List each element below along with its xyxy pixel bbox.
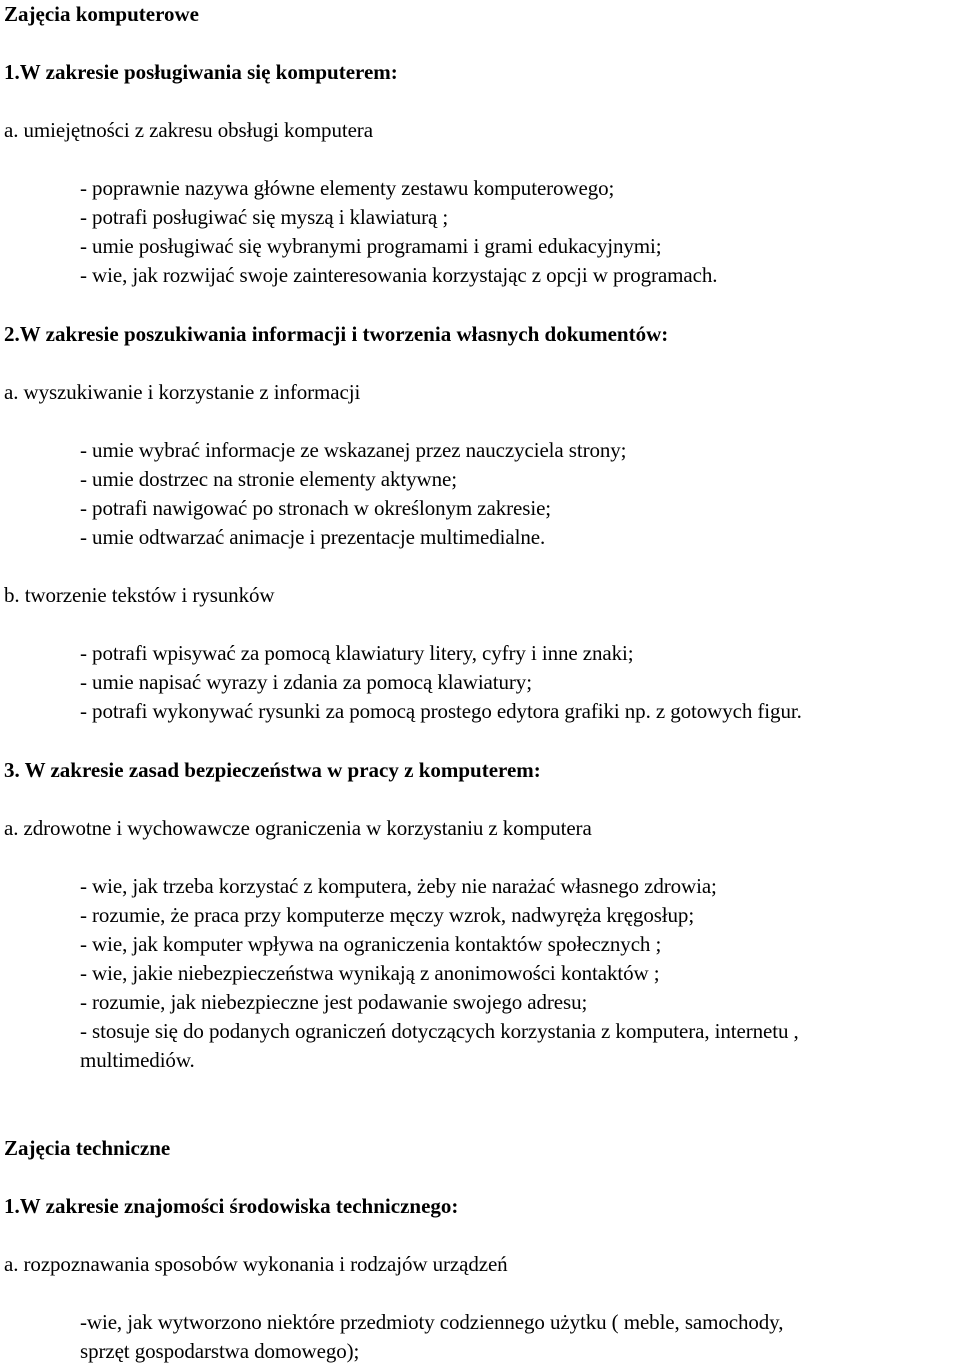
list-item: - potrafi posługiwać się myszą i klawiaturą ; bbox=[80, 205, 449, 229]
list-item: - umie dostrzec na stronie elementy aktywne; bbox=[80, 467, 457, 491]
list-item: - umie odtwarzać animacje i prezentacje multimedialne. bbox=[80, 525, 546, 549]
subheading-text-and-drawings: b. tworzenie tekstów i rysunków bbox=[4, 583, 275, 607]
heading-safety-rules: 3. W zakresie zasad bezpieczeństwa w pracy z komputerem: bbox=[4, 758, 541, 782]
heading-technical-environment: 1.W zakresie znajomości środowiska technicznego: bbox=[4, 1194, 459, 1218]
subheading-device-recognition: a. rozpoznawania sposobów wykonania i rodzajów urządzeń bbox=[4, 1252, 508, 1276]
list-item: - rozumie, jak niebezpieczne jest podawanie swojego adresu; bbox=[80, 990, 588, 1014]
list-item: - potrafi wykonywać rysunki za pomocą prostego edytora grafiki np. z gotowych figur. bbox=[80, 699, 802, 723]
section-title-computer-classes: Zajęcia komputerowe bbox=[4, 2, 199, 26]
list-item: - umie posługiwać się wybranymi programami i grami edukacyjnymi; bbox=[80, 234, 662, 258]
heading-information-search: 2.W zakresie poszukiwania informacji i tworzenia własnych dokumentów: bbox=[4, 322, 669, 346]
list-item: - stosuje się do podanych ograniczeń dotyczących korzystania z komputera, internetu , bbox=[80, 1019, 799, 1043]
subheading-information-search: a. wyszukiwanie i korzystanie z informacji bbox=[4, 380, 361, 404]
list-item: - potrafi nawigować po stronach w określonym zakresie; bbox=[80, 496, 552, 520]
subheading-health-restrictions: a. zdrowotne i wychowawcze ograniczenia w korzystaniu z komputera bbox=[4, 816, 592, 840]
list-item: - potrafi wpisywać za pomocą klawiatury litery, cyfry i inne znaki; bbox=[80, 641, 634, 665]
list-item: - umie napisać wyrazy i zdania za pomocą klawiatury; bbox=[80, 670, 532, 694]
subheading-computer-operation-skills: a. umiejętności z zakresu obsługi komputera bbox=[4, 118, 373, 142]
list-item: - wie, jak rozwijać swoje zainteresowania korzystając z opcji w programach. bbox=[80, 263, 718, 287]
list-item: -wie, jak wytworzono niektóre przedmioty codziennego użytku ( meble, samochody, bbox=[80, 1310, 784, 1334]
list-item: - wie, jakie niebezpieczeństwa wynikają z anonimowości kontaktów ; bbox=[80, 961, 660, 985]
list-item: - umie wybrać informacje ze wskazanej przez nauczyciela strony; bbox=[80, 438, 627, 462]
list-item-continuation: sprzęt gospodarstwa domowego); bbox=[80, 1339, 360, 1363]
list-item: - wie, jak komputer wpływa na ograniczenia kontaktów społecznych ; bbox=[80, 932, 662, 956]
list-item-continuation: multimediów. bbox=[80, 1048, 195, 1072]
list-item: - poprawnie nazywa główne elementy zestawu komputerowego; bbox=[80, 176, 615, 200]
list-item: - wie, jak trzeba korzystać z komputera, żeby nie narażać własnego zdrowia; bbox=[80, 874, 717, 898]
section-title-technical-classes: Zajęcia techniczne bbox=[4, 1136, 171, 1160]
heading-computer-usage: 1.W zakresie posługiwania się komputerem: bbox=[4, 60, 398, 84]
list-item: - rozumie, że praca przy komputerze męczy wzrok, nadwyręża kręgosłup; bbox=[80, 903, 695, 927]
